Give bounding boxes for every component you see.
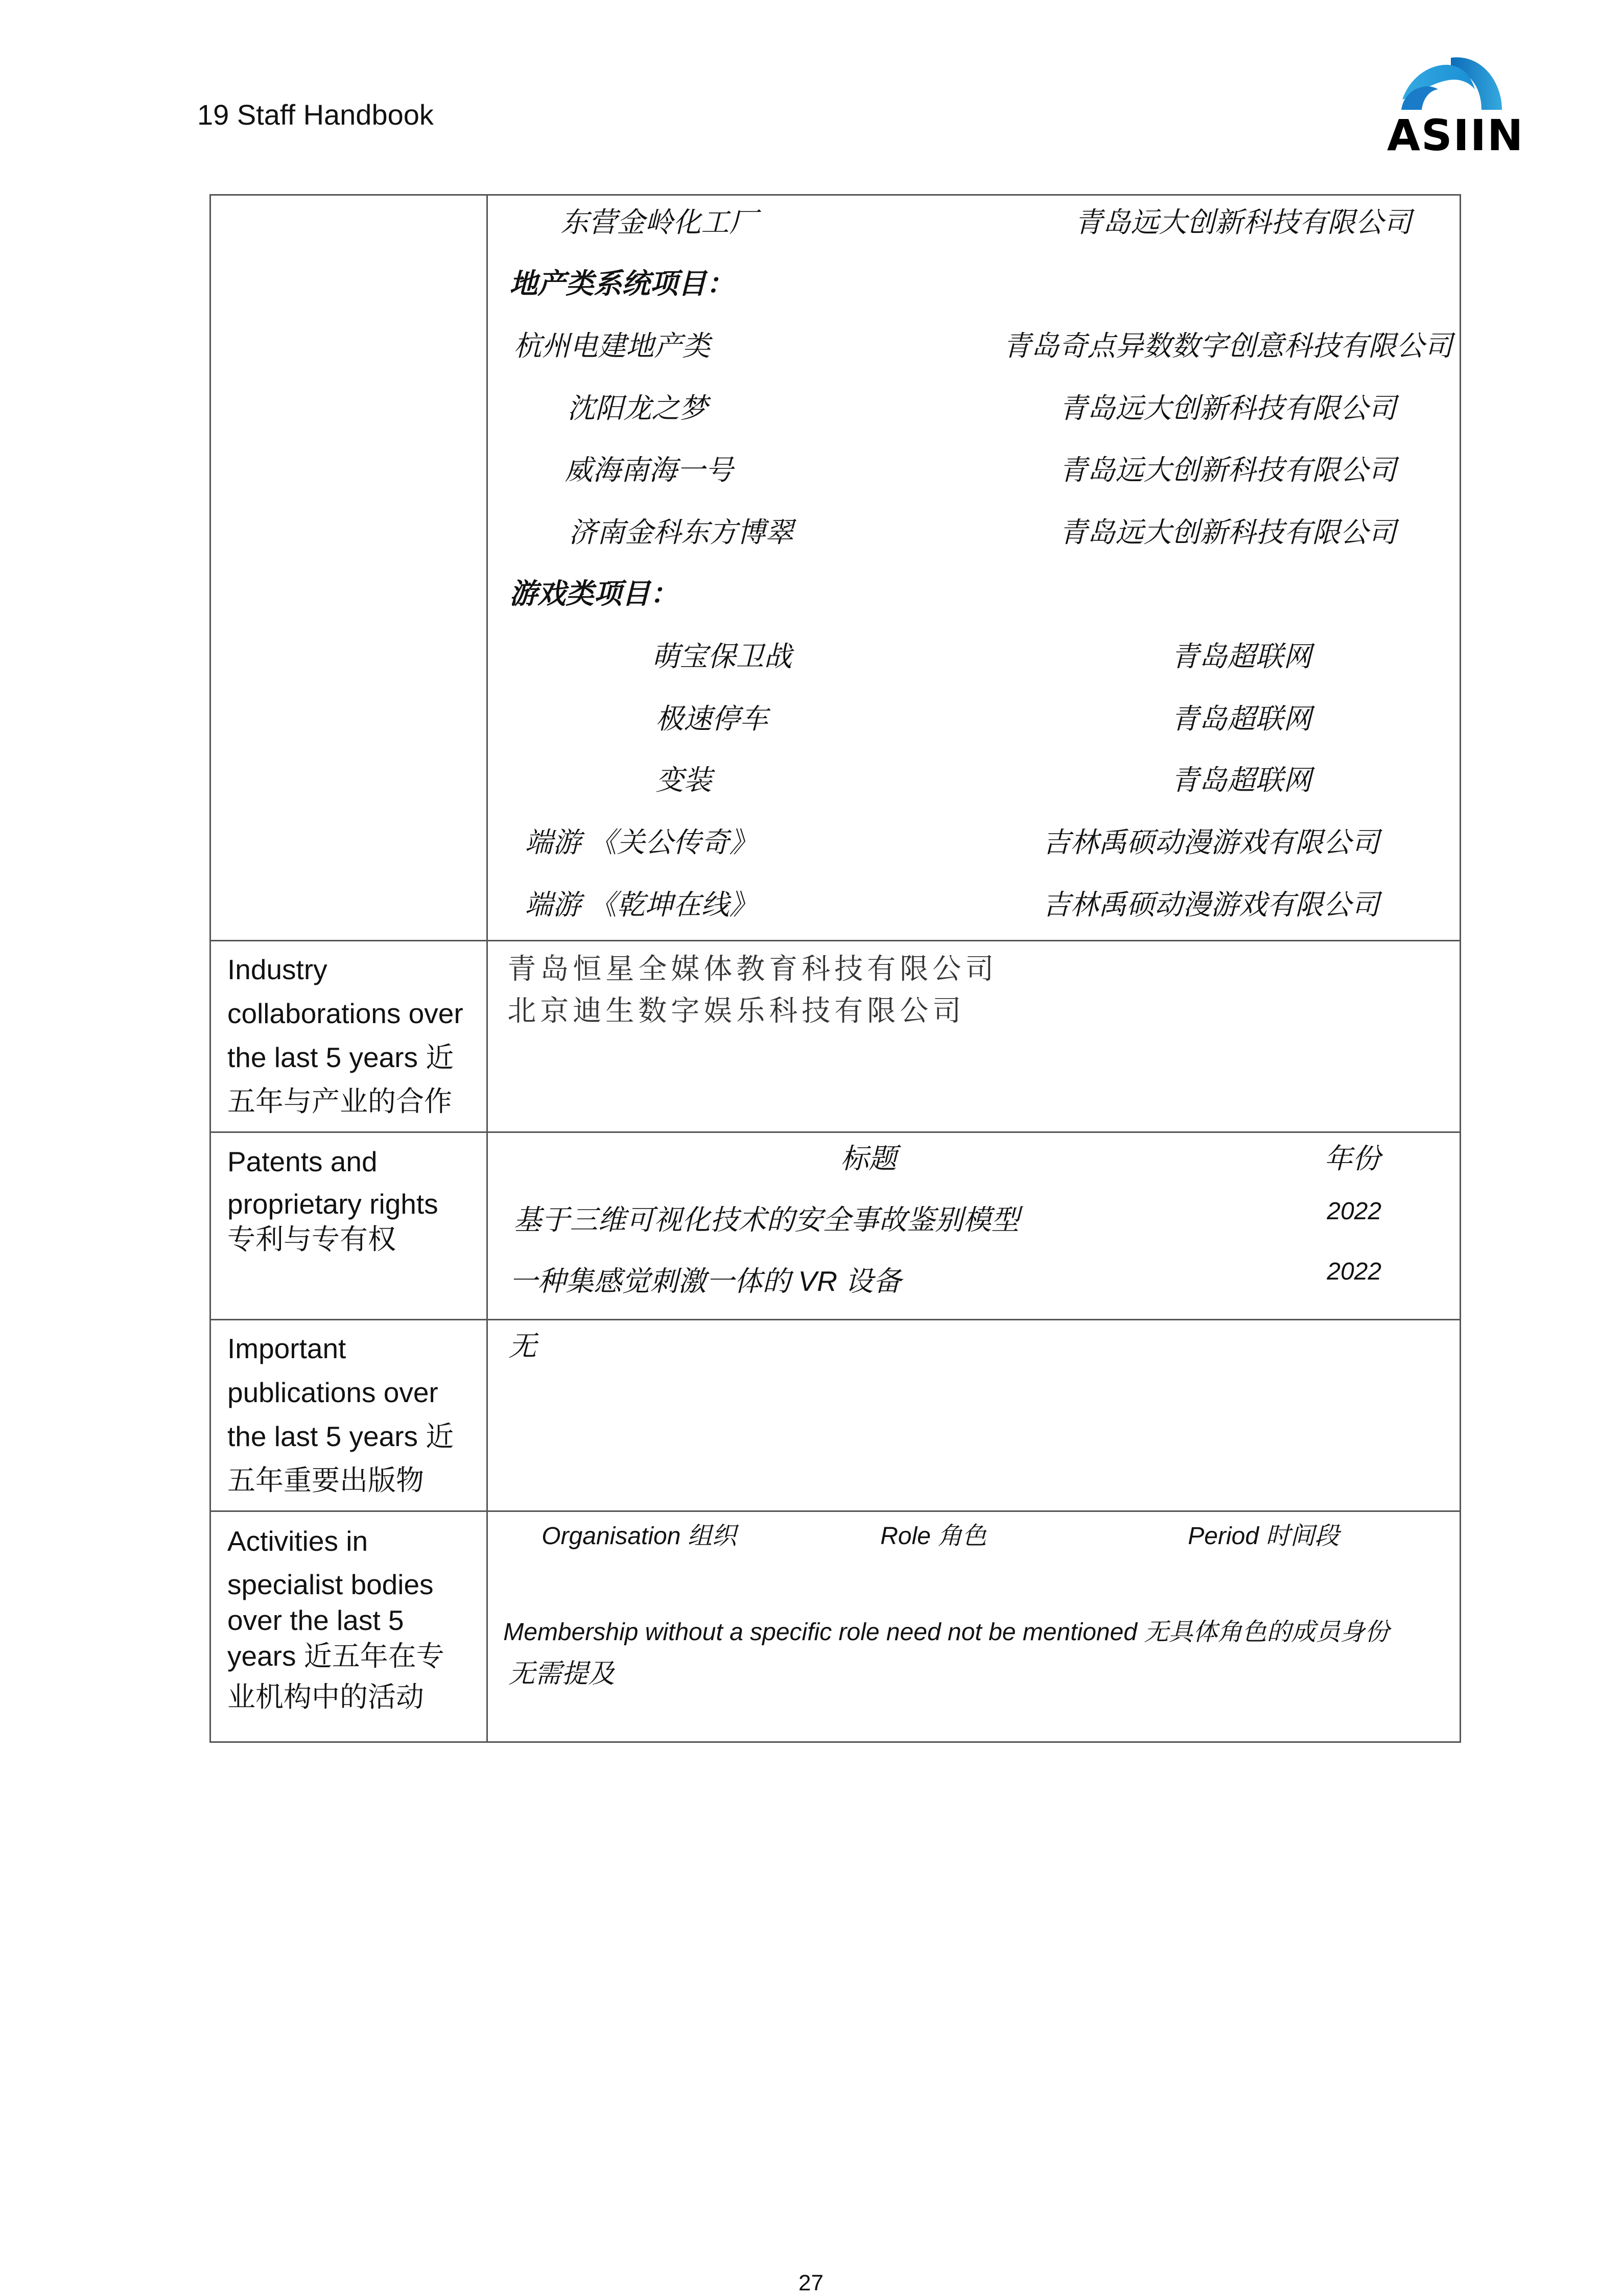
activities-label-cell: [210, 1511, 487, 1742]
project-company: 青岛远大创新科技有限公司: [1059, 454, 1397, 486]
project-company: 青岛超联网: [1171, 641, 1312, 672]
asiin-logo: [1387, 54, 1524, 160]
project-name: 变装: [655, 764, 712, 796]
project-name: 端游 《关公传奇》: [525, 826, 758, 858]
document-header-title: 19 Staff Handbook: [197, 99, 434, 131]
table-row-projects: [210, 195, 1461, 941]
project-company: 青岛奇点异数数字创意科技有限公司: [1003, 330, 1453, 362]
industry-label: [211, 941, 486, 1123]
project-name: 极速停车: [655, 703, 768, 735]
patent-year: 2022: [1327, 1198, 1382, 1225]
label-line: publications over: [227, 1377, 438, 1408]
project-name: 端游 《乾坤在线》: [525, 889, 758, 920]
publications-value-cell: [487, 1320, 1461, 1511]
label-line: Industry: [227, 954, 327, 985]
label-line: 业机构中的活动: [227, 1681, 425, 1713]
label-line: Patents and: [227, 1146, 378, 1177]
industry-label-cell: [210, 941, 487, 1132]
project-company: 青岛超联网: [1171, 703, 1312, 735]
activities-col-period: Period 时间段: [1188, 1523, 1339, 1550]
industry-partner: 北京迪生数字娱乐科技有限公司: [507, 995, 966, 1027]
project-company: 青岛超联网: [1171, 764, 1312, 796]
project-company: 青岛远大创新科技有限公司: [1059, 516, 1397, 548]
patent-title: 基于三维可视化技术的安全事故鉴别模型: [513, 1204, 1020, 1236]
label-line: 专利与专有权: [227, 1223, 396, 1255]
patents-label-cell: [210, 1132, 487, 1320]
projects-label-cell: [210, 195, 487, 941]
page-number: 27: [798, 2270, 824, 2295]
staff-profile-table: [209, 194, 1461, 1743]
project-name: 沈阳龙之梦: [567, 392, 708, 424]
logo-wordmark: ASIIN: [1387, 110, 1524, 160]
project-company: 青岛远大创新科技有限公司: [1059, 392, 1397, 424]
patents-label: [211, 1133, 486, 1254]
activities-col-organisation: Organisation 组织: [542, 1523, 737, 1550]
label-line: proprietary rights: [227, 1188, 438, 1220]
patents-value-cell: [487, 1132, 1461, 1320]
label-line: over the last 5: [227, 1604, 404, 1636]
industry-value-cell: [487, 941, 1461, 1132]
project-name: 杭州电建地产类: [513, 330, 711, 362]
table-row-patents: [210, 1132, 1461, 1320]
project-name: 济南金科东方博翠: [569, 516, 794, 548]
project-name: 东营金岭化工厂: [560, 206, 758, 238]
patent-title: 一种集感觉刺激一体的 VR 设备: [509, 1265, 902, 1297]
patents-col-year: 年份: [1324, 1143, 1381, 1174]
publications-label-cell: [210, 1320, 487, 1511]
activities-value-cell: [487, 1511, 1461, 1742]
label-line: the last 5 years 近: [227, 1042, 454, 1073]
projects-list-cell: [487, 195, 1461, 941]
activities-note: Membership without a specific role need not be mentioned 无具体角色的成员身份: [503, 1619, 1390, 1646]
label-line: Activities in: [227, 1525, 368, 1557]
real-estate-heading: 地产类系统项目：: [509, 268, 735, 299]
project-company: 吉林禹硕动漫游戏有限公司: [1042, 889, 1380, 920]
project-name: 威海南海一号: [565, 454, 734, 486]
logo-arc-icon: [1387, 54, 1515, 115]
label-line: the last 5 years 近: [227, 1421, 454, 1452]
table-row-industry: [210, 941, 1461, 1132]
activities-label: [211, 1512, 486, 1717]
activities-note-continued: 无需提及: [508, 1659, 615, 1689]
table-row-activities: [210, 1511, 1461, 1742]
label-line: 五年重要出版物: [227, 1464, 425, 1496]
patent-year: 2022: [1327, 1258, 1382, 1285]
activities-col-role: Role 角色: [880, 1523, 987, 1550]
project-name: 萌宝保卫战: [651, 641, 792, 672]
label-line: Important: [227, 1333, 346, 1364]
label-line: collaborations over: [227, 998, 463, 1029]
publications-value: 无: [508, 1330, 537, 1362]
games-heading: 游戏类项目：: [509, 578, 678, 609]
project-company: 吉林禹硕动漫游戏有限公司: [1042, 826, 1380, 858]
label-line: specialist bodies: [227, 1569, 434, 1600]
project-company: 青岛远大创新科技有限公司: [1074, 206, 1412, 238]
industry-partner: 青岛恒星全媒体教育科技有限公司: [507, 953, 998, 985]
table-row-publications: [210, 1320, 1461, 1511]
patents-col-title: 标题: [840, 1143, 897, 1174]
label-line: years 近五年在专: [227, 1640, 444, 1672]
publications-label: [211, 1320, 486, 1502]
label-line: 五年与产业的合作: [227, 1085, 453, 1117]
